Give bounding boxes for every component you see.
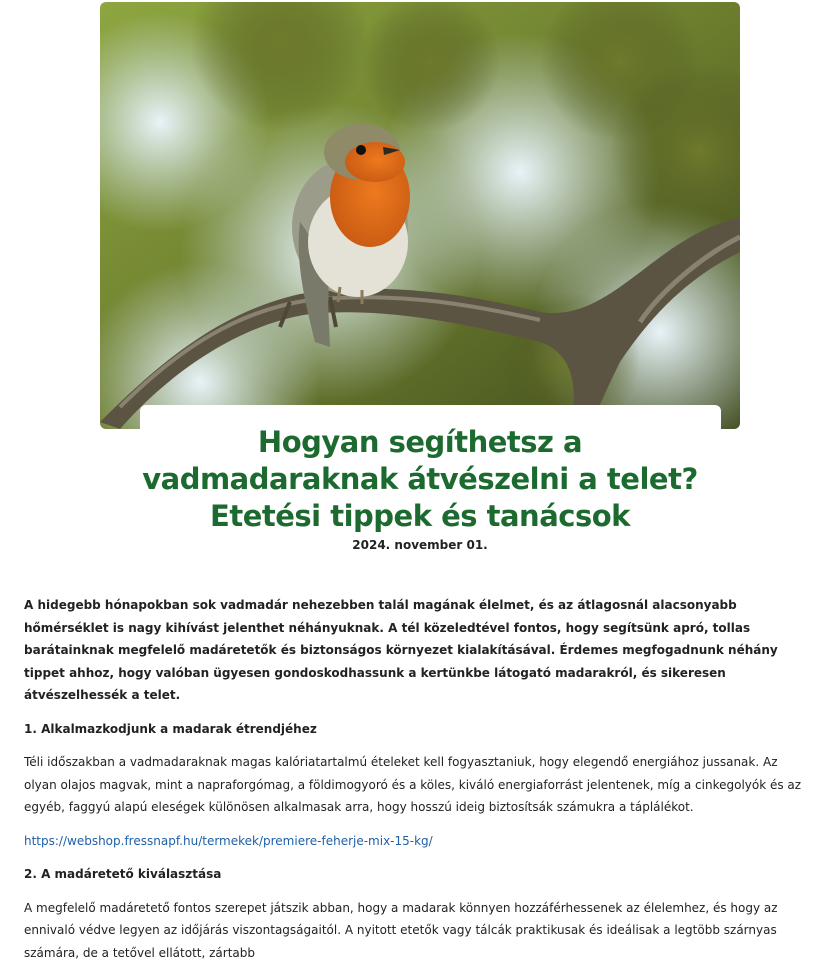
- article-date: 2024. november 01.: [352, 538, 488, 552]
- section-heading-diet: 1. Alkalmazkodjunk a madarak étrendjéhez: [24, 721, 317, 736]
- hero-image: [100, 2, 740, 429]
- section-text-diet: Téli időszakban a vadmadaraknak magas kalóriatartalmú ételeket kell fogyasztaniuk, hogy elegendő energiához jussanak. Az olyan olajos magvak, mint a napraforgómag, a földimogyoró és a köles, kiváló energiaforrást jelentenek, míg a cinkegolyók és az egyéb, faggyú alapú eleségek különösen alkalmasak arra, hogy hosszú ideig biztosítsák számukra a táplálékot.: [24, 755, 802, 814]
- robin-photo: [100, 2, 740, 429]
- article-lead: A hidegebb hónapokban sok vadmadár nehezebben talál magának élelmet, és az átlagosnál alacsonyabb hőmérséklet is nagy kihívást jelenthet néhányuknak. A tél közeledtével fontos, hogy segítsünk apró, tollas barátainknak megfelelő madáretetők és biztonságos környezet kialakításával. Érdemes megfogadnunk néhány tippet ahhoz, hogy valóban ügyesen gondoskodhassunk a kertünkbe látogató madarakról, és sikeresen átvészelhessék a telet.: [24, 598, 778, 702]
- section-text-feeder: A megfelelő madáretető fontos szerepet játszik abban, hogy a madarak könnyen hozzáférhessenek az élelemhez, és hogy az ennivaló védve legyen az időjárás viszontagságaitól. A nyitott etetők vagy tálcák praktikusak és ideálisak a legtöbb szárnyas számára, de a tetővel ellátott, zártabb: [24, 900, 778, 960]
- section-heading-feeder: 2. A madáretető kiválasztása: [24, 867, 222, 881]
- product-link[interactable]: https://webshop.fressnapf.hu/termekek/premiere-feherje-mix-15-kg/: [24, 833, 433, 848]
- article-title: Hogyan segíthetsz a vadmadaraknak átvészelni a telet? Etetési tippek és tanácsok: [142, 425, 698, 533]
- article-body: [24, 594, 814, 975]
